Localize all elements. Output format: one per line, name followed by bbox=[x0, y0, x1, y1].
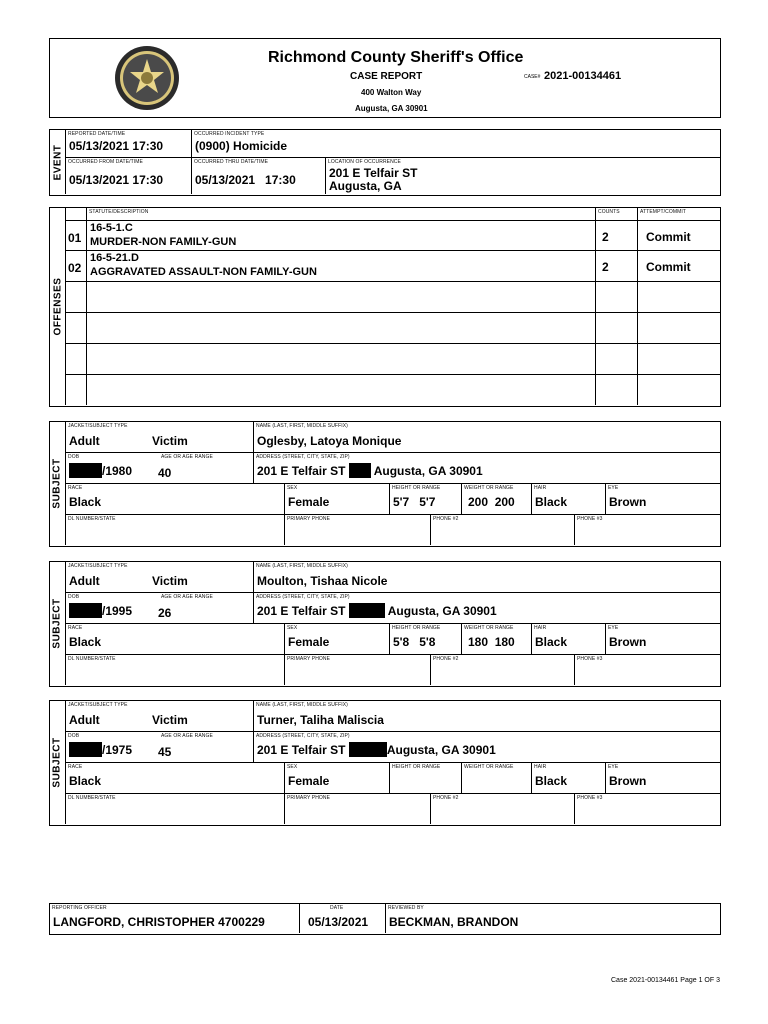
reported-datetime-cell: REPORTED DATE/TIME 05/13/2021 17:30 bbox=[66, 130, 192, 158]
subject-block-1: SUBJECT JACKET/SUBJECT TYPE Adult Victim NAME (LAST, FIRST, MIDDLE SUFFIX) Oglesby, Latoya Monique DOB AGE OR AGE RANGE /1980 40 ADDRESS (STREET, CITY, STATE, ZIP) 201 E Telfair ST Augusta, GA 30901 RACE Black SEX Female HEIGHT OR RANGE 5'7 5'7 WEIGHT OR RANGE 200 200 HAIR Black EYE Brown DL NUMBER/STATE PRIMARY PHONE PHONE #2 PHONE #3 bbox=[49, 421, 721, 547]
subject-eye: Brown bbox=[609, 495, 647, 509]
offense-row-1-status: Commit bbox=[638, 221, 720, 251]
subject-race: Black bbox=[69, 495, 102, 509]
counts-header: COUNTS bbox=[598, 209, 620, 215]
subject-age: 26 bbox=[158, 606, 172, 620]
redaction bbox=[349, 742, 387, 757]
subject-hair: Black bbox=[535, 635, 568, 649]
sheriff-seal-icon bbox=[114, 45, 180, 111]
case-number: 2021-00134461 bbox=[544, 70, 622, 82]
subject-dob: /1975 bbox=[69, 742, 132, 757]
incident-type-cell: OCCURRED INCIDENT TYPE (0900) Homicide bbox=[192, 130, 720, 158]
offense-row-1-desc: 16-5-1.C MURDER-NON FAMILY-GUN bbox=[87, 221, 596, 251]
agency-name: Richmond County Sheriff's Office bbox=[268, 49, 524, 66]
subject-jacket: Adult bbox=[69, 434, 100, 448]
signature-section: REPORTING OFFICER LANGFORD, CHRISTOPHER 4700229 DATE 05/13/2021 REVIEWED BY BECKMAN, BRANDON bbox=[49, 903, 721, 935]
reporting-officer: LANGFORD, CHRISTOPHER 4700229 bbox=[53, 915, 265, 929]
subject-weight: 200 200 bbox=[468, 495, 515, 509]
subject-block-3: SUBJECT JACKET/SUBJECT TYPE Adult Victim NAME (LAST, FIRST, MIDDLE SUFFIX) Turner, Taliha Maliscia DOB AGE OR AGE RANGE /1975 45 ADDRESS (STREET, CITY, STATE, ZIP) 201 E Telfair ST Augusta, GA 30901 RACE Black SEX Female HEIGHT OR RANGE WEIGHT OR RANGE HAIR Black EYE Brown DL NUMBER/STATE PRIMARY PHONE PHONE #2 PHONE #3 bbox=[49, 700, 721, 826]
subject-jacket: Adult bbox=[69, 713, 100, 727]
subject-block-2: SUBJECT JACKET/SUBJECT TYPE Adult Victim NAME (LAST, FIRST, MIDDLE SUFFIX) Moulton, Tishaa Nicole DOB AGE OR AGE RANGE /1995 26 ADDRESS (STREET, CITY, STATE, ZIP) 201 E Telfair ST Augusta, GA 30901 RACE Black SEX Female HEIGHT OR RANGE 5'8 5'8 WEIGHT OR RANGE 180 180 HAIR Black EYE Brown DL NUMBER/STATE PRIMARY PHONE PHONE #2 PHONE #3 bbox=[49, 561, 721, 687]
subject-age: 40 bbox=[158, 466, 172, 480]
occurred-thru-cell: OCCURRED THRU DATE/TIME 05/13/2021 17:30 bbox=[192, 158, 326, 194]
subject-sex: Female bbox=[288, 774, 330, 788]
offense-row-2-status: Commit bbox=[638, 251, 720, 282]
redaction bbox=[69, 742, 102, 757]
offense-row-2-counts: 2 bbox=[596, 251, 638, 282]
redaction bbox=[349, 603, 385, 618]
subject-type: Victim bbox=[152, 434, 188, 448]
occurred-from: 05/13/2021 17:30 bbox=[69, 173, 164, 187]
subject-type: Victim bbox=[152, 713, 188, 727]
redaction bbox=[69, 463, 102, 478]
address-line-2: Augusta, GA 30901 bbox=[355, 104, 428, 113]
subject-eye: Brown bbox=[609, 774, 647, 788]
reported-datetime: 05/13/2021 17:30 bbox=[69, 139, 164, 153]
subject-name: Moulton, Tishaa Nicole bbox=[257, 574, 388, 588]
subject-address: 201 E Telfair ST Augusta, GA 30901 bbox=[257, 743, 496, 757]
subject-hair: Black bbox=[535, 495, 568, 509]
case-label: CASE# bbox=[524, 74, 541, 80]
page-number: Case 2021-00134461 Page 1 OF 3 bbox=[611, 977, 720, 984]
subject-hair: Black bbox=[535, 774, 568, 788]
offenses-section bbox=[49, 207, 721, 407]
subject-address: 201 E Telfair ST Augusta, GA 30901 bbox=[257, 604, 497, 618]
event-section-label: EVENT bbox=[50, 130, 66, 194]
subject-section-label: SUBJECT bbox=[50, 701, 66, 824]
subject-weight: 180 180 bbox=[468, 635, 515, 649]
subject-name: Turner, Taliha Maliscia bbox=[257, 713, 384, 727]
location-line-2: Augusta, GA bbox=[329, 179, 402, 193]
subject-name: Oglesby, Latoya Monique bbox=[257, 434, 402, 448]
offense-row-1-counts: 2 bbox=[596, 221, 638, 251]
event-section bbox=[49, 129, 721, 196]
subject-address: 201 E Telfair ST Augusta, GA 30901 bbox=[257, 464, 483, 478]
offense-row-2-num: 02 bbox=[66, 251, 87, 282]
subject-sex: Female bbox=[288, 635, 330, 649]
incident-type: (0900) Homicide bbox=[195, 139, 288, 153]
occurred-thru: 05/13/2021 17:30 bbox=[195, 173, 296, 187]
subject-height: 5'8 5'8 bbox=[393, 635, 436, 649]
subject-race: Black bbox=[69, 635, 102, 649]
redaction bbox=[349, 463, 371, 478]
subject-dob: /1995 bbox=[69, 603, 132, 618]
subject-eye: Brown bbox=[609, 635, 647, 649]
statute-header: STATUTE/DESCRIPTION bbox=[89, 209, 149, 215]
offense-row-1-num: 01 bbox=[66, 221, 87, 251]
report-type: CASE REPORT bbox=[350, 71, 423, 82]
subject-sex: Female bbox=[288, 495, 330, 509]
address-line-1: 400 Walton Way bbox=[361, 88, 422, 97]
report-header bbox=[49, 38, 721, 118]
location-cell: LOCATION OF OCCURRENCE 201 E Telfair ST Augusta, GA bbox=[328, 159, 418, 193]
location-line-1: 201 E Telfair ST bbox=[329, 166, 418, 180]
reviewer: BECKMAN, BRANDON bbox=[389, 915, 519, 929]
subject-section-label: SUBJECT bbox=[50, 422, 66, 545]
report-date: 05/13/2021 bbox=[308, 915, 369, 929]
occurred-from-cell: OCCURRED FROM DATE/TIME 05/13/2021 17:30 bbox=[66, 158, 192, 194]
subject-age: 45 bbox=[158, 745, 172, 759]
subject-height: 5'7 5'7 bbox=[393, 495, 436, 509]
subject-race: Black bbox=[69, 774, 102, 788]
subject-jacket: Adult bbox=[69, 574, 100, 588]
offense-row-2-desc: 16-5-21.D AGGRAVATED ASSAULT-NON FAMILY-GUN bbox=[87, 251, 596, 282]
redaction bbox=[69, 603, 102, 618]
attempt-header: ATTEMPT/COMMIT bbox=[640, 209, 687, 215]
subject-dob: /1980 bbox=[69, 463, 132, 478]
subject-section-label: SUBJECT bbox=[50, 562, 66, 685]
offenses-section-label: OFFENSES bbox=[50, 208, 66, 405]
subject-type: Victim bbox=[152, 574, 188, 588]
